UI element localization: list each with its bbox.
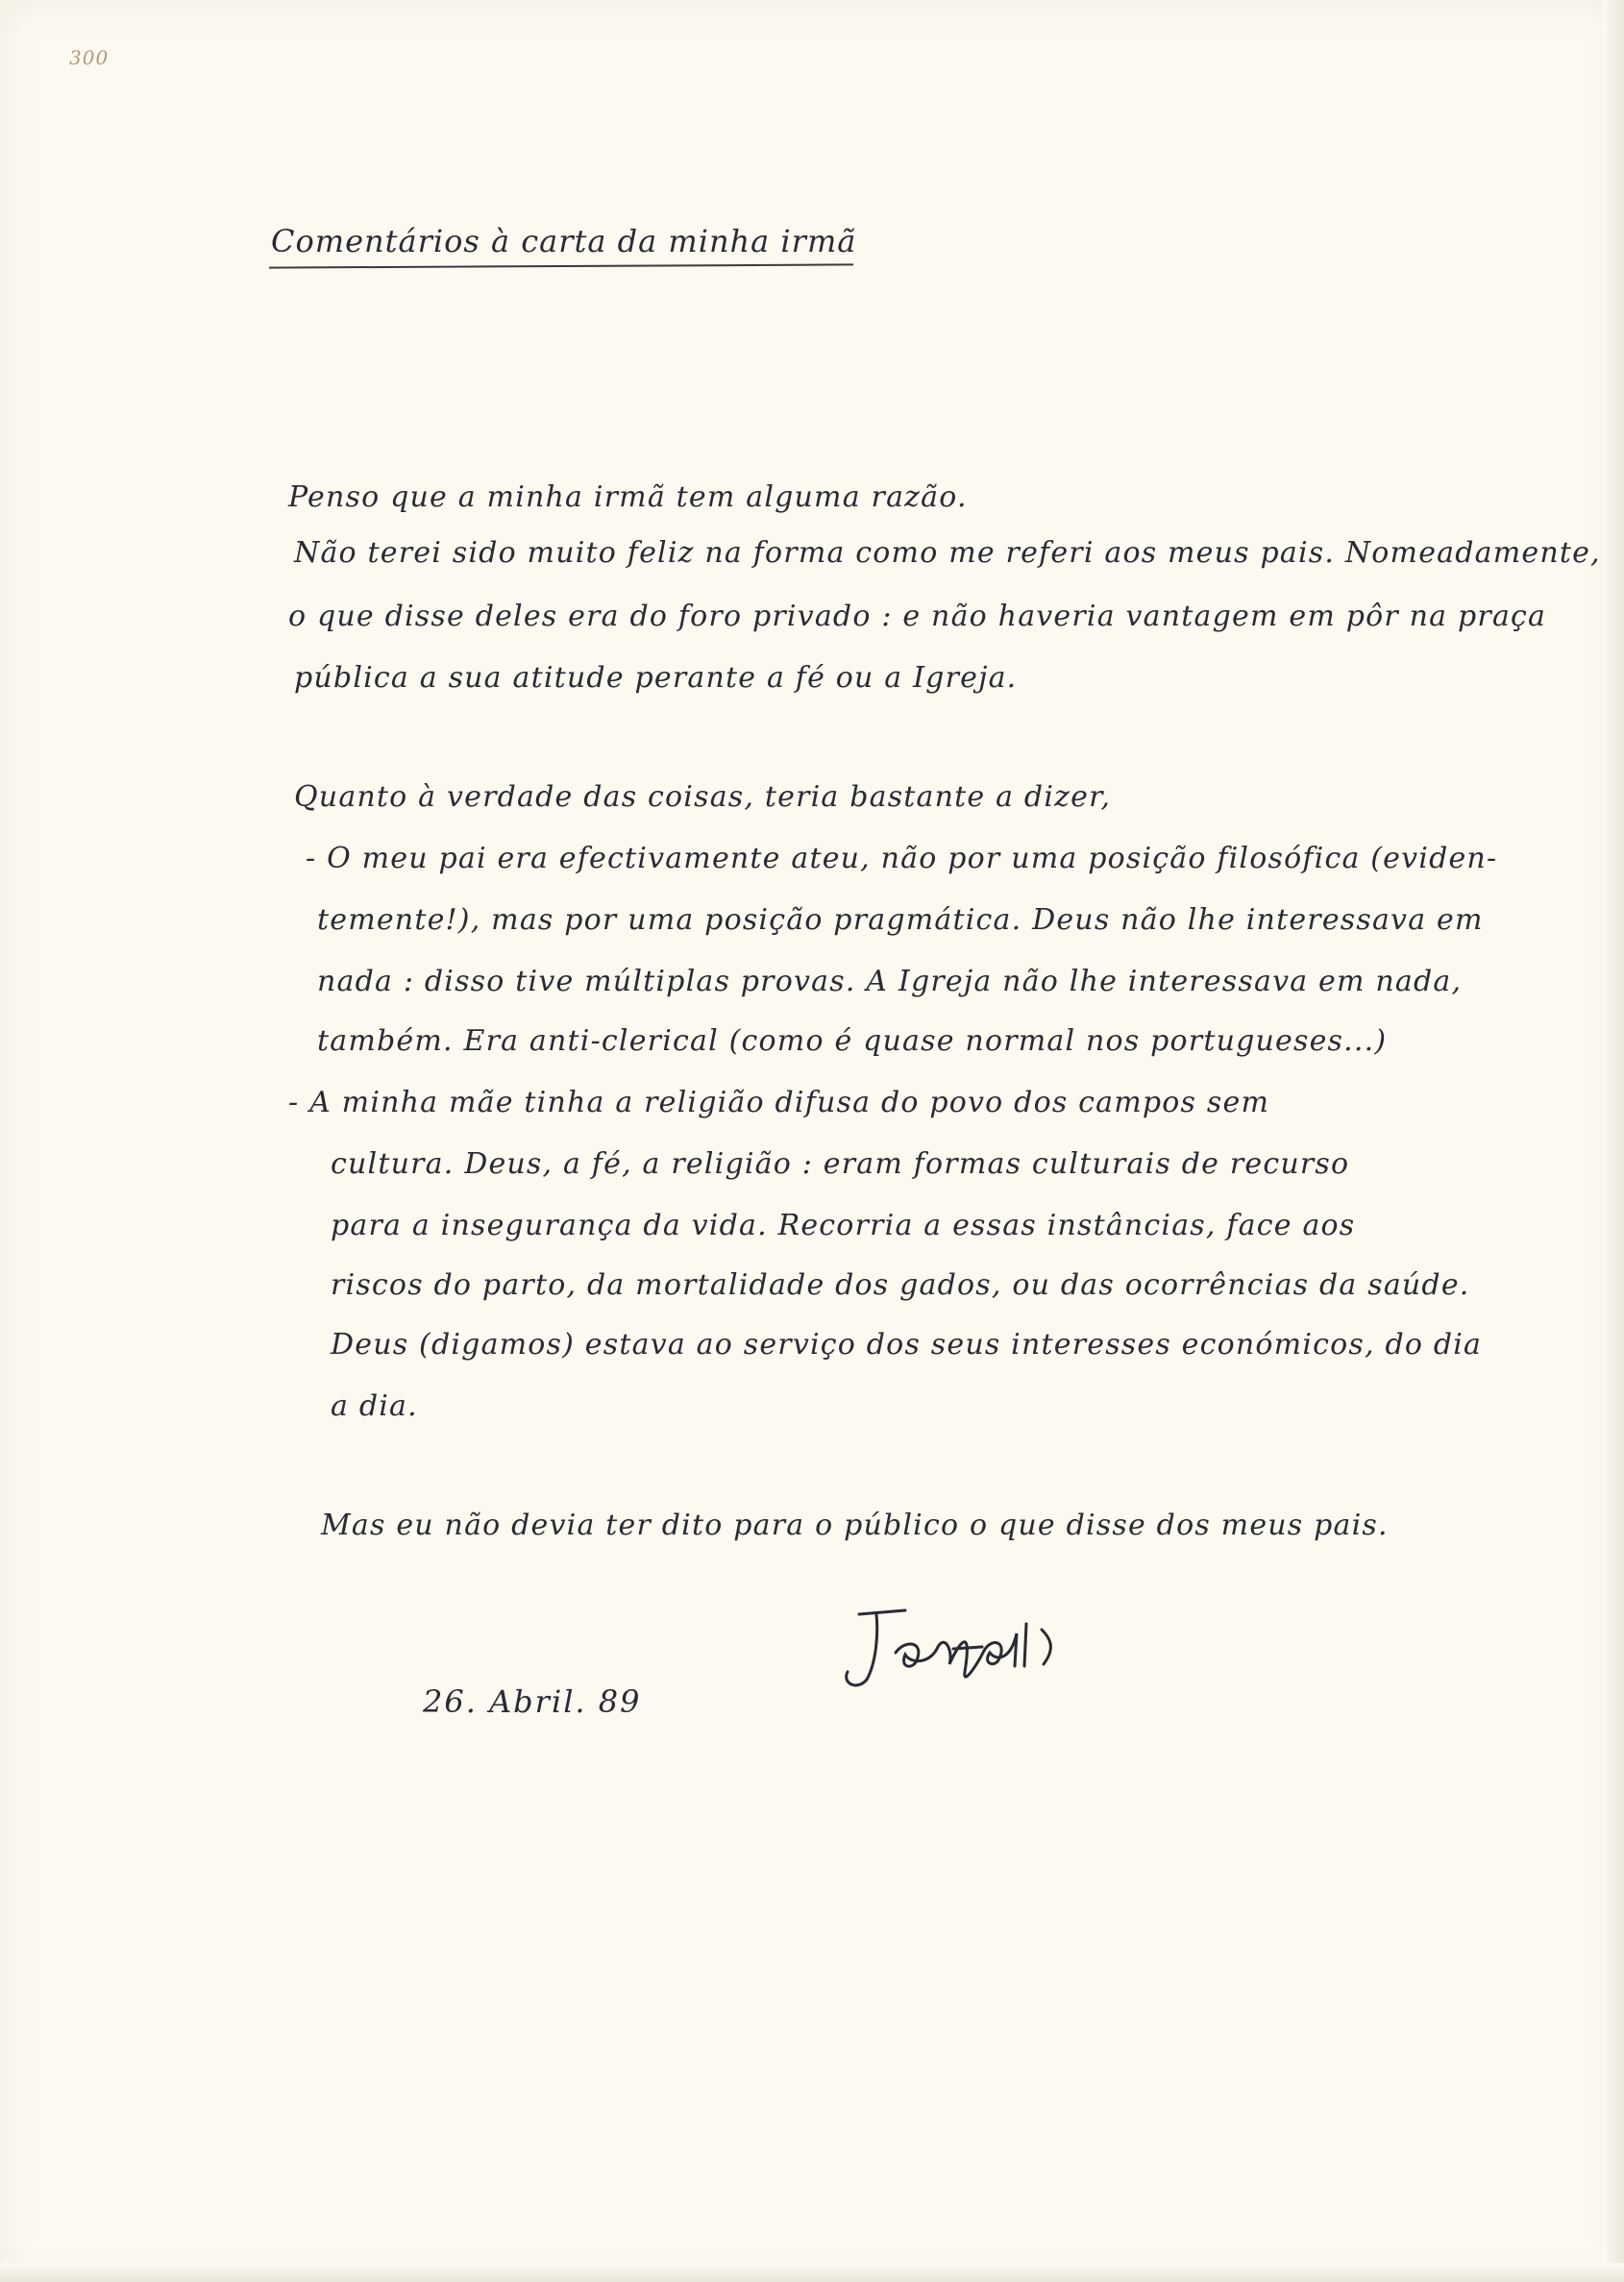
letter-date: 26. Abril. 89	[423, 1683, 642, 1720]
text-line: - O meu pai era efectivamente ateu, não por uma posição filosófica (eviden-	[306, 842, 1498, 875]
text-line: o que disse deles era do foro privado : e não haveria vantagem em pôr na praça	[288, 600, 1547, 633]
text-line: nada : disso tive múltiplas provas. A Igreja não lhe interessava em nada,	[317, 965, 1463, 998]
signature	[838, 1595, 1088, 1701]
title-underline	[269, 263, 853, 268]
text-line: para a insegurança da vida. Recorria a essas instâncias, face aos	[331, 1209, 1356, 1242]
text-line: Mas eu não devia ter dito para o público o que disse dos meus pais.	[321, 1509, 1389, 1542]
text-line: Quanto à verdade das coisas, teria bastante a dizer,	[294, 780, 1112, 814]
paper-edge-bottom	[0, 2263, 1624, 2282]
margin-note: 300	[69, 46, 110, 69]
text-line: pública a sua atitude perante a fé ou a Igreja.	[294, 661, 1018, 695]
text-line: temente!), mas por uma posição pragmática. Deus não lhe interessava em	[317, 903, 1484, 937]
text-line: Não terei sido muito feliz na forma como me referi aos meus pais. Nomeadamente,	[294, 536, 1601, 570]
text-line: - A minha mãe tinha a religião difusa do povo dos campos sem	[288, 1086, 1270, 1119]
letter-title: Comentários à carta da minha irmã	[271, 223, 857, 259]
text-line: riscos do parto, da mortalidade dos gados, ou das ocorrências da saúde.	[331, 1268, 1470, 1302]
text-line: Deus (digamos) estava ao serviço dos seus interesses económicos, do dia	[331, 1328, 1483, 1362]
paper-edge-right	[1603, 0, 1624, 2282]
text-line: a dia.	[331, 1389, 418, 1423]
text-line: Penso que a minha irmã tem alguma razão.	[288, 480, 968, 514]
text-line: cultura. Deus, a fé, a religião : eram formas culturais de recurso	[331, 1147, 1350, 1181]
text-line: também. Era anti-clerical (como é quase normal nos portugueses...)	[317, 1024, 1388, 1058]
